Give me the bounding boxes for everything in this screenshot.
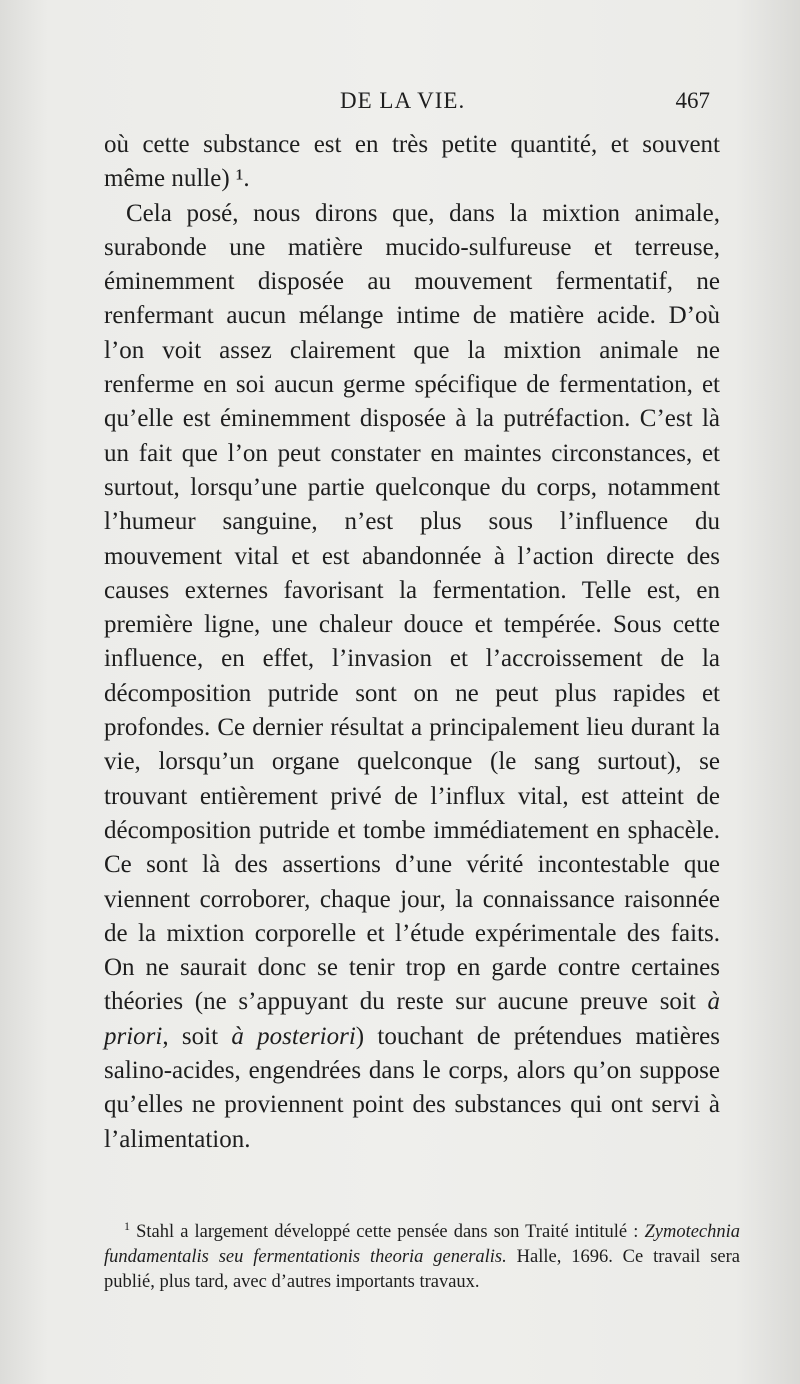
paragraph bbox=[104, 197, 720, 1157]
paragraph-text: ) touchant de prétendues matières salino-acides, engendrées dans le corps, alors qu’on suppose qu’elles ne proviennent point des substances qui ont servi à l’alimentation. bbox=[104, 1022, 721, 1153]
italic-phrase: à posteriori bbox=[231, 1022, 356, 1050]
paragraph-text: , soit bbox=[162, 1022, 219, 1050]
footnote bbox=[104, 1214, 740, 1295]
italic-phrase: à priori bbox=[104, 988, 721, 1050]
footnote-text bbox=[104, 1214, 740, 1295]
paragraph: où cette substance est en très petite quantité, et souvent même nulle) ¹. bbox=[104, 131, 720, 193]
body-text bbox=[104, 128, 720, 1157]
footnote-body: Halle, 1696. Ce travail sera publié, plus tard, avec d’autres importants travaux. bbox=[104, 1247, 741, 1293]
running-title: DE LA VIE. bbox=[340, 88, 466, 113]
page-header bbox=[104, 88, 710, 118]
footnote-marker: 1 bbox=[124, 1219, 130, 1233]
paragraph-text: Cela posé, nous dirons que, dans la mixtion animale, surabonde une matière mucido-sulfureuse et terreuse, éminemment disposée au mouvement fermentatif, ne renfermant aucun mélange intime de matière acide. D’où l’on voit assez clairement que la mixtion animale ne renferme en soi aucun germe spécifique de fermentation, et qu’elle est éminemment disposée à la putréfaction. C’est là un fait que l’on peut constater en maintes circonstances, et surtout, lorsqu’une partie quelconque du corps, notamment l’humeur sanguine, n’est plus sous l’influence du mouvement vital et est abandonnée à l’action directe des causes externes favorisant la fermentation. Telle est, en première ligne, une chaleur douce et tempérée. Sous cette influence, en effet, l’invasion et l’accroissement de la décomposition putride sont on ne peut plus rapides et profondes. Ce dernier résultat a principalement lieu durant la vie, lorsqu’un organe quelconque (le sang surtout), se trouvant entièrement privé de l’influx vital, est atteint de décomposition putride et tombe immédiatement en sphacèle. Ce sont là des assertions d’une vérité incontestable que viennent corroborer, chaque jour, la connaissance raisonnée de la mixtion corporelle et l’étude expérimentale des faits. On ne saurait donc se tenir trop en garde contre certaines théories (ne s’appuyant du reste sur aucune preuve soit bbox=[104, 199, 720, 1016]
footnote-title: Zymotechnia fundamentalis seu fermentationis theoria generalis. bbox=[104, 1222, 741, 1268]
footnote-body: Stahl a largement développé cette pensée dans son Traité intitulé : bbox=[136, 1222, 639, 1243]
page-number: 467 bbox=[675, 88, 710, 113]
